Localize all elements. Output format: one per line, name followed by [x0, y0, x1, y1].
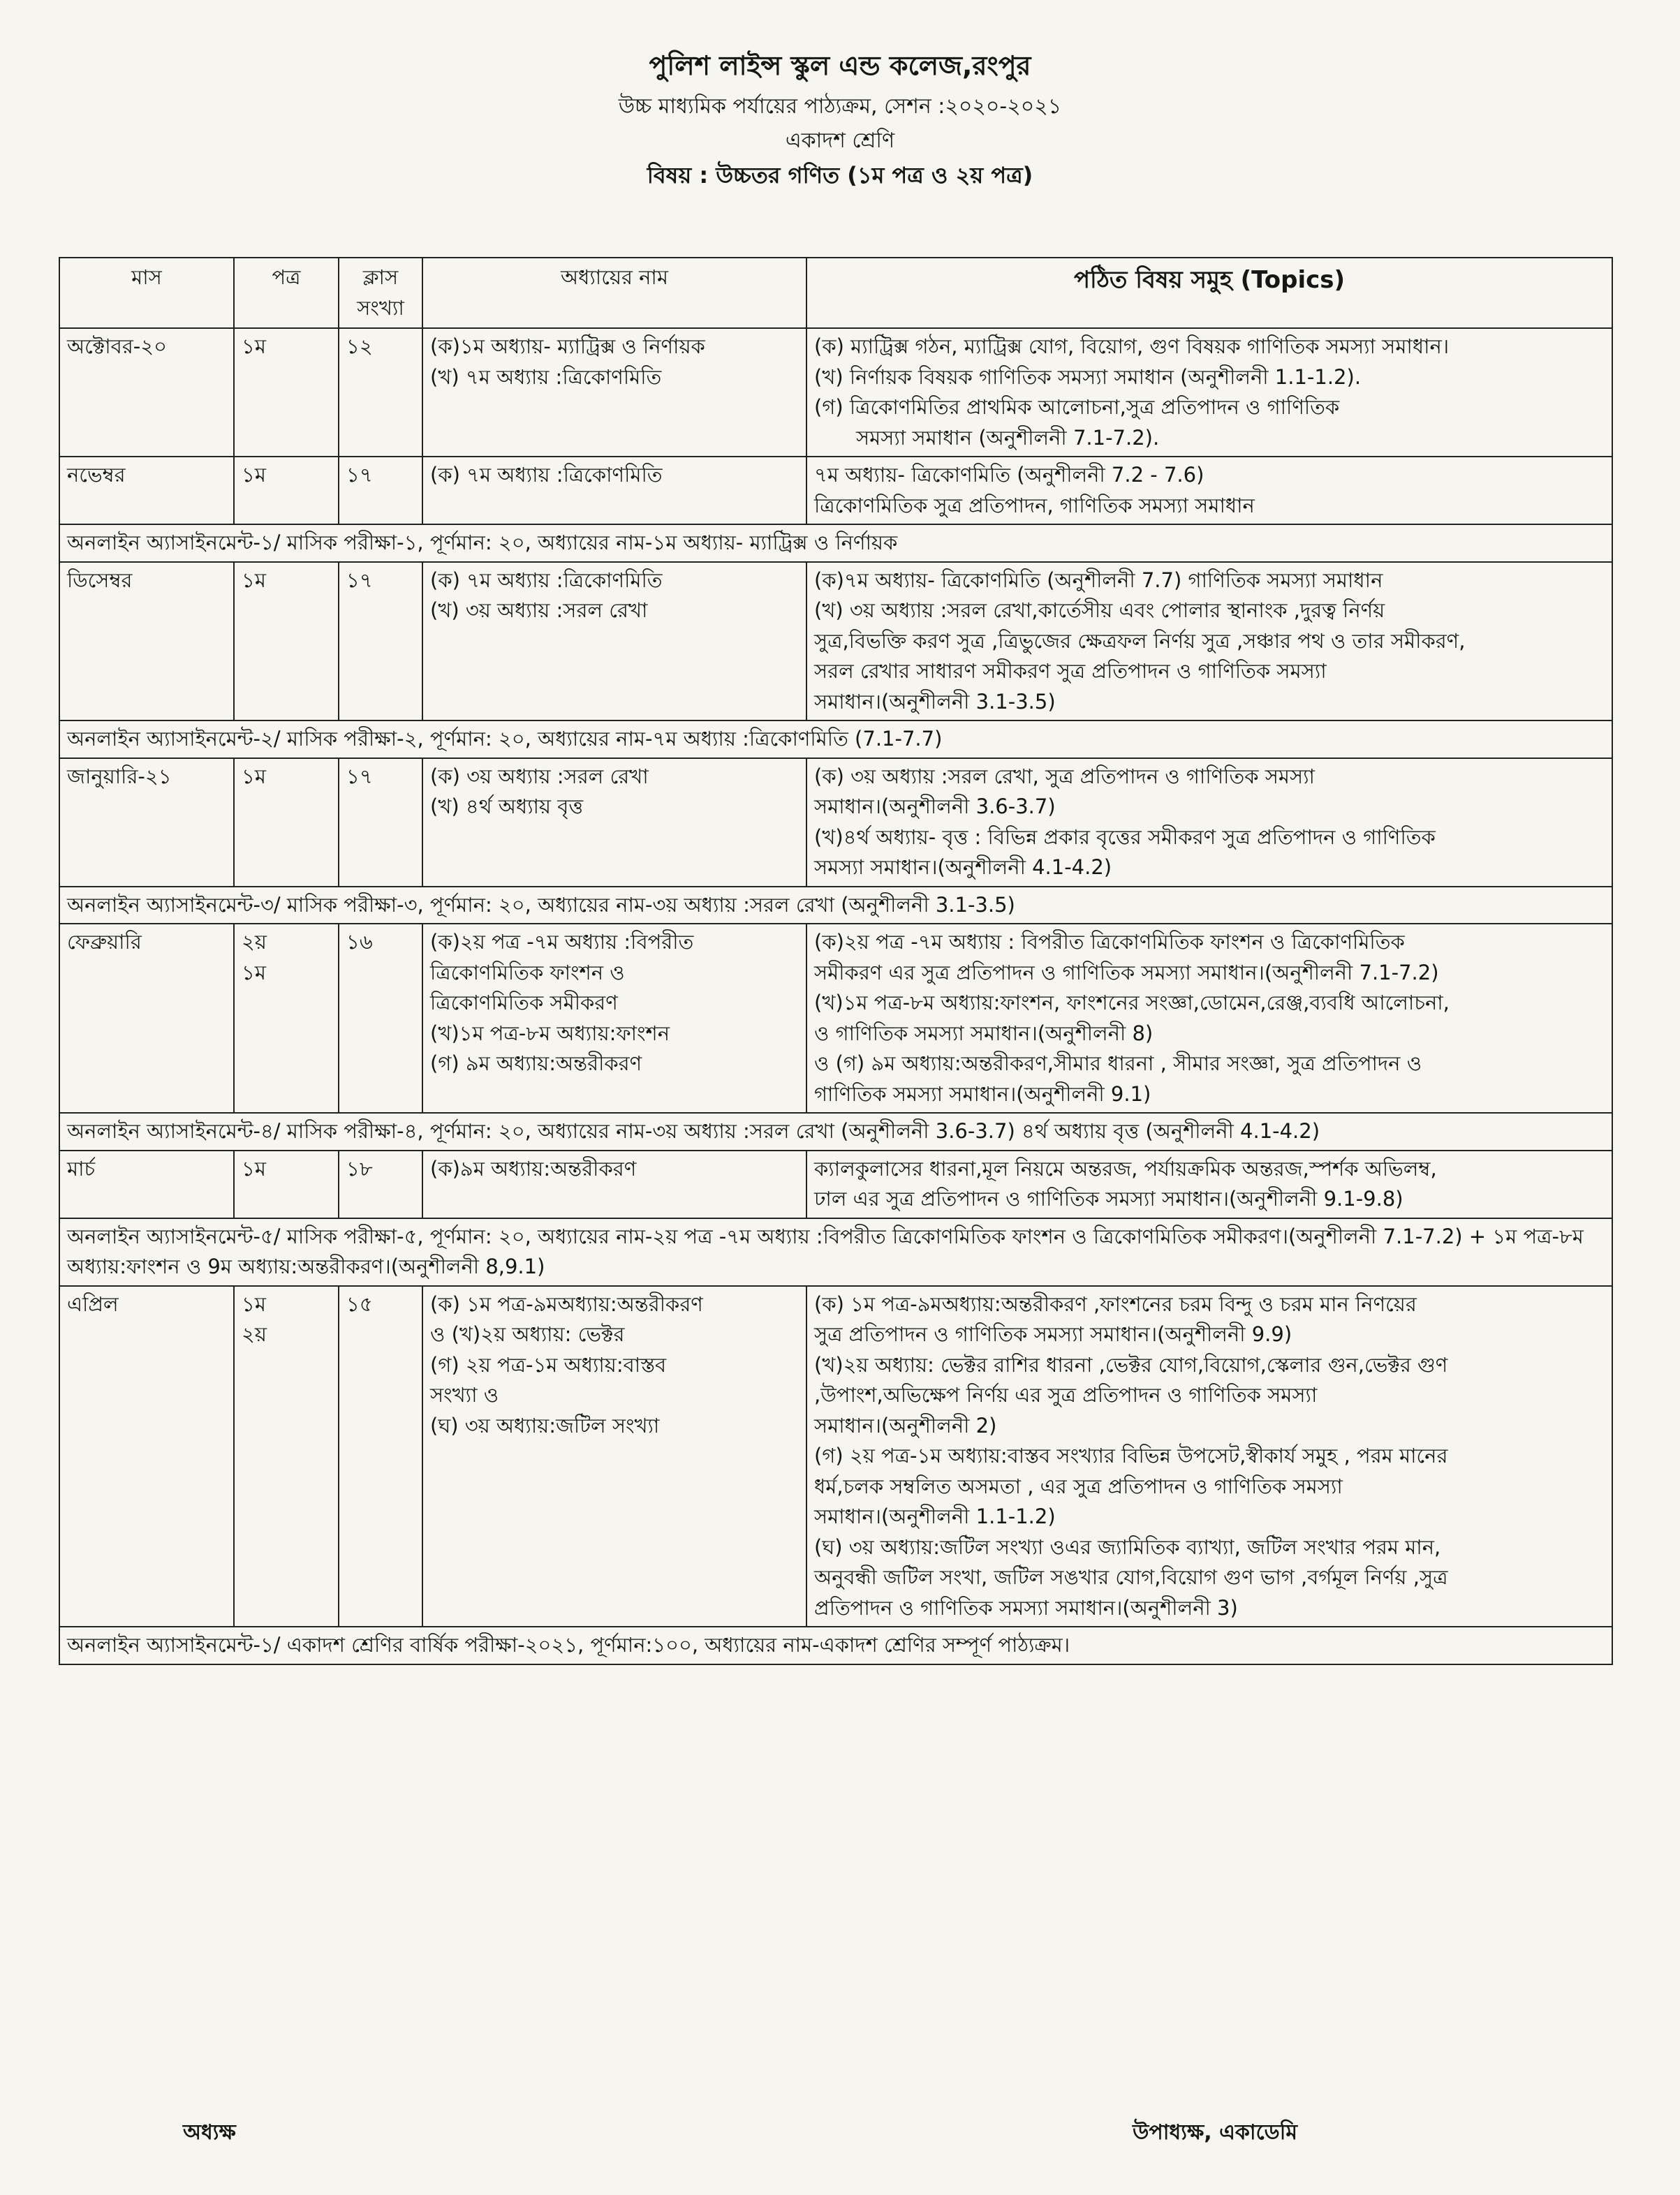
paper-cell: ১ম	[234, 562, 339, 721]
chapters-cell	[422, 562, 806, 721]
topic-line: সমস্যা সমাধান (অনুশীলনী 7.1-7.2).	[856, 425, 1160, 450]
assignment-text: অনলাইন অ্যাসাইনমেন্ট-২/ মাসিক পরীক্ষা-২, পূর্ণমান: ২০, অধ্যায়ের নাম-৭ম অধ্যায় :ত্রিকোণমিতি (7.1-7.7)	[59, 720, 1612, 758]
chapter-line: (খ) ৪র্থ অধ্যায় বৃত্ত	[430, 795, 584, 818]
class-count-cell: ১৭	[339, 562, 422, 721]
topic-line: সমীকরণ এর সুত্র প্রতিপাদন ও গাণিতিক সমস্যা সমাধান।(অনুশীলনী 7.1-7.2)	[814, 960, 1439, 984]
topic-line: অনুবন্ধী জটিল সংখা, জটিল সঙখার যোগ,বিয়োগ গুণ ভাগ ,বর্গমূল নির্ণয় ,সুত্র	[814, 1565, 1448, 1589]
assignment-row	[59, 720, 1612, 758]
topic-line: প্রতিপাদন ও গাণিতিক সমস্যা সমাধান।(অনুশীলনী 3)	[814, 1595, 1238, 1620]
header-month: মাস	[59, 258, 234, 328]
class-count-cell: ১৭	[339, 457, 422, 524]
topic-line: সুত্র,বিভক্তি করণ সুত্র ,ত্রিভুজের ক্ষেত্রফল নির্ণয় সুত্র ,সঞ্চার পথ ও তার সমীকরণ,	[814, 628, 1466, 653]
class-count-cell: ১৬	[339, 924, 422, 1113]
chapters-cell	[422, 457, 806, 524]
chapter-line: (ক) ১ম পত্র-৯মঅধ্যায়:অন্তরীকরণ	[430, 1292, 703, 1316]
month-cell: ডিসেম্বর	[59, 562, 234, 721]
month-cell: জানুয়ারি-২১	[59, 758, 234, 887]
month-cell: মার্চ	[59, 1151, 234, 1218]
topic-line: ৭ম অধ্যায়- ত্রিকোণমিতি (অনুশীলনী 7.2 - 7.6)	[814, 463, 1204, 487]
chapter-line: (খ) ৩য় অধ্যায় :সরল রেখা	[430, 598, 648, 622]
assignment-text: অনলাইন অ্যাসাইনমেন্ট-১/ একাদশ শ্রেণির বার্ষিক পরীক্ষা-২০২১, পূর্ণমান:১০০, অধ্যায়ের নাম-একাদশ শ্রেণির সম্পূর্ণ পাঠ্যক্রম।	[59, 1627, 1612, 1664]
chapter-line: (ক)১ম অধ্যায়- ম্যাট্রিক্স ও নির্ণায়ক	[430, 334, 705, 358]
class-count-cell: ১৮	[339, 1151, 422, 1218]
chapters-cell	[422, 328, 806, 457]
chapters-cell	[422, 758, 806, 887]
class-name: একাদশ শ্রেণি	[785, 128, 895, 154]
syllabus-table	[59, 257, 1613, 1665]
table-header-row	[59, 258, 1612, 328]
month-cell: এপ্রিল	[59, 1286, 234, 1627]
month-cell: নভেম্বর	[59, 457, 234, 524]
chapter-line: ত্রিকোণমিতিক সমীকরণ	[430, 991, 618, 1014]
topics-cell	[806, 562, 1612, 721]
assignment-row	[59, 1113, 1612, 1151]
curriculum-session: উচ্চ মাধ্যমিক পর্যায়ের পাঠ্যক্রম, সেশন :২০২০-২০২১	[618, 94, 1062, 119]
month-cell: অক্টোবর-২০	[59, 328, 234, 457]
class-count-cell: ১২	[339, 328, 422, 457]
topic-line: (খ) নির্ণায়ক বিষয়ক গাণিতিক সমস্যা সমাধান (অনুশীলনী 1.1-1.2).	[814, 364, 1362, 389]
topic-line: (ক) ১ম পত্র-৯মঅধ্যায়:অন্তরীকরণ ,ফাংশনের চরম বিন্দু ও চরম মান নিণয়ের	[814, 1292, 1417, 1316]
topics-cell	[806, 328, 1612, 457]
assignment-row	[59, 887, 1612, 924]
topic-line: (ঘ) ৩য় অধ্যায়:জটিল সংখ্যা ওএর জ্যামিতিক ব্যাখ্যা, জটিল সংখার পরম মান,	[814, 1535, 1441, 1559]
topic-line: সমাধান।(অনুশীলনী 3.1-3.5)	[814, 689, 1056, 714]
header-paper: পত্র	[234, 258, 339, 328]
assignment-text: অনলাইন অ্যাসাইনমেন্ট-৫/ মাসিক পরীক্ষা-৫, পূর্ণমান: ২০, অধ্যায়ের নাম-২য় পত্র -৭ম অধ্যায় :বিপরীত ত্রিকোণমিতিক ফাংশন ও ত্রিকোণমিতিক সমীকরণ।(অনুশীলনী 7.1-7.2) + ১ম পত্র-৮ম অধ্যায়:ফাংশন ও 9ম অধ্যায়:অন্তরীকরণ।(অনুশীলনী 8,9.1)	[59, 1218, 1612, 1286]
institution-name: পুলিশ লাইন্স স্কুল এন্ড কলেজ,রংপুর	[649, 50, 1031, 81]
table-body	[59, 328, 1612, 1664]
chapter-line: (খ)১ম পত্র-৮ম অধ্যায়:ফাংশন	[430, 1021, 670, 1045]
paper-cell: ১ম	[234, 328, 339, 457]
topic-line: ধর্ম,চলক সম্বলিত অসমতা , এর সুত্র প্রতিপাদন ও গাণিতিক সমস্যা	[814, 1474, 1343, 1498]
paper-cell: ২য় ১ম	[234, 924, 339, 1113]
chapter-line: (ঘ) ৩য় অধ্যায়:জটিল সংখ্যা	[430, 1413, 660, 1438]
topics-cell	[806, 457, 1612, 524]
topic-line: ক্যালকুলাসের ধারনা,মূল নিয়মে অন্তরজ, পর্যায়ক্রমিক অন্তরজ,স্পর্শক অভিলম্ব,	[814, 1156, 1437, 1181]
chapter-line: সংখ্যা ও	[430, 1383, 499, 1407]
chapter-line: (ক) ৭ম অধ্যায় :ত্রিকোণমিতি	[430, 568, 663, 592]
chapters-cell	[422, 1286, 806, 1627]
subject-title: বিষয় : উচ্চতর গণিত (১ম পত্র ও ২য় পত্র)	[647, 162, 1033, 189]
chapter-line: ও (খ)২য় অধ্যায়: ভেক্টর	[430, 1322, 625, 1346]
chapter-line: (ক) ৭ম অধ্যায় :ত্রিকোণমিতি	[430, 463, 663, 487]
chapter-line: (গ) ৯ম অধ্যায়:অন্তরীকরণ	[430, 1051, 642, 1075]
chapter-line: (ক) ৩য় অধ্যায় :সরল রেখা	[430, 764, 649, 788]
month-cell: ফেব্রুয়ারি	[59, 924, 234, 1113]
month-row	[59, 758, 1612, 887]
document-header	[0, 49, 1680, 191]
topic-line: সরল রেখার সাধারণ সমীকরণ সুত্র প্রতিপাদন ও গাণিতিক সমস্যা	[814, 659, 1327, 683]
topic-line: (ক) ৩য় অধ্যায় :সরল রেখা, সুত্র প্রতিপাদন ও গাণিতিক সমস্যা	[814, 764, 1315, 788]
chapters-cell	[422, 1151, 806, 1218]
class-count-cell: ১৭	[339, 758, 422, 887]
topic-line: ঢাল এর সুত্র প্রতিপাদন ও গাণিতিক সমস্যা সমাধান।(অনুশীলনী 9.1-9.8)	[814, 1187, 1403, 1211]
assignment-text: অনলাইন অ্যাসাইনমেন্ট-১/ মাসিক পরীক্ষা-১, পূর্ণমান: ২০, অধ্যায়ের নাম-১ম অধ্যায়- ম্যাট্রিক্স ও নির্ণায়ক	[59, 524, 1612, 562]
topic-line: সমাধান।(অনুশীলনী 1.1-1.2)	[814, 1505, 1056, 1528]
month-row	[59, 924, 1612, 1113]
header-classes: ক্লাস সংখ্যা	[339, 258, 422, 328]
topic-line: সমস্যা সমাধান।(অনুশীলনী 4.1-4.2)	[814, 855, 1112, 879]
class-count-cell: ১৫	[339, 1286, 422, 1627]
chapter-line: (খ) ৭ম অধ্যায় :ত্রিকোণমিতি	[430, 364, 662, 389]
paper-cell: ১ম ২য়	[234, 1286, 339, 1627]
topic-line: সুত্র প্রতিপাদন ও গাণিতিক সমস্যা সমাধান।(অনুশীলনী 9.9)	[814, 1322, 1292, 1346]
topic-line: (খ)৪র্থ অধ্যায়- বৃত্ত : বিভিন্ন প্রকার বৃত্তের সমীকরণ সুত্র প্রতিপাদন ও গাণিতিক	[814, 825, 1436, 849]
month-row	[59, 1151, 1612, 1218]
assignment-text: অনলাইন অ্যাসাইনমেন্ট-৩/ মাসিক পরীক্ষা-৩, পূর্ণমান: ২০, অধ্যায়ের নাম-৩য় অধ্যায় :সরল রেখা (অনুশীলনী 3.1-3.5)	[59, 887, 1612, 924]
chapter-line: (গ) ২য় পত্র-১ম অধ্যায়:বাস্তব	[430, 1352, 667, 1377]
header-chapters: অধ্যায়ের নাম	[422, 258, 806, 328]
topic-line: ও (গ) ৯ম অধ্যায়:অন্তরীকরণ,সীমার ধারনা , সীমার সংজ্ঞা, সুত্র প্রতিপাদন ও	[814, 1051, 1422, 1075]
chapter-line: (ক)২য় পত্র -৭ম অধ্যায় :বিপরীত	[430, 930, 694, 954]
month-row	[59, 328, 1612, 457]
vice-principal-signature-label: উপাধ্যক্ষ, একাডেমি	[1133, 2120, 1297, 2145]
topic-line: (গ) ২য় পত্র-১ম অধ্যায়:বাস্তব সংখ্যার বিভিন্ন উপসেট,স্বীকার্য সমুহ , পরম মানের	[814, 1444, 1448, 1468]
topic-line: সমাধান।(অনুশীলনী 2)	[814, 1413, 997, 1438]
topics-cell	[806, 758, 1612, 887]
topic-line: সমাধান।(অনুশীলনী 3.6-3.7)	[814, 795, 1056, 818]
header-topics: পঠিত বিষয় সমুহ (Topics)	[806, 258, 1612, 328]
chapter-line: (ক)৯ম অধ্যায়:অন্তরীকরণ	[430, 1156, 637, 1181]
chapters-cell	[422, 924, 806, 1113]
topic-line: ত্রিকোণমিতিক সুত্র প্রতিপাদন, গাণিতিক সমস্যা সমাধান	[814, 493, 1255, 517]
paper-cell: ১ম	[234, 457, 339, 524]
assignment-row	[59, 524, 1612, 562]
assignment-row	[59, 1627, 1612, 1664]
assignment-row	[59, 1218, 1612, 1286]
topic-line: (গ) ত্রিকোণমিতির প্রাথমিক আলোচনা,সুত্র প্রতিপাদন ও গাণিতিক	[814, 395, 1340, 419]
month-row	[59, 1286, 1612, 1627]
topic-line: ,উপাংশ,অভিক্ষেপ নির্ণয় এর সুত্র প্রতিপাদন ও গাণিতিক সমস্যা	[814, 1383, 1318, 1407]
paper-cell: ১ম	[234, 1151, 339, 1218]
chapter-line: ত্রিকোণমিতিক ফাংশন ও	[430, 960, 625, 984]
topic-line: (ক)৭ম অধ্যায়- ত্রিকোণমিতি (অনুশীলনী 7.7) গাণিতিক সমস্যা সমাধান	[814, 568, 1383, 592]
topic-line: (ক)২য় পত্র -৭ম অধ্যায় : বিপরীত ত্রিকোণমিতিক ফাংশন ও ত্রিকোণমিতিক	[814, 930, 1405, 954]
principal-signature-label: অধ্যক্ষ	[183, 2120, 236, 2145]
paper-cell: ১ম	[234, 758, 339, 887]
month-row	[59, 457, 1612, 524]
topic-line: ও গাণিতিক সমস্যা সমাধান।(অনুশীলনী 8)	[814, 1021, 1154, 1045]
topics-cell	[806, 1151, 1612, 1218]
topics-cell	[806, 924, 1612, 1113]
topics-cell	[806, 1286, 1612, 1627]
topic-line: (ক) ম্যাট্রিক্স গঠন, ম্যাট্রিক্স যোগ, বিয়োগ, গুণ বিষয়ক গাণিতিক সমস্যা সমাধান।	[814, 334, 1450, 358]
topic-line: (খ)১ম পত্র-৮ম অধ্যায়:ফাংশন, ফাংশনের সংজ্ঞা,ডোমেন,রেঞ্জ,ব্যবধি আলোচনা,	[814, 991, 1450, 1014]
month-row	[59, 562, 1612, 721]
topic-line: (খ)২য় অধ্যায়: ভেক্টর রাশির ধারনা ,ভেক্টর যোগ,বিয়োগ,স্কেলার গুন,ভেক্টর গুণ	[814, 1352, 1448, 1377]
topic-line: গাণিতিক সমস্যা সমাধান।(অনুশীলনী 9.1)	[814, 1081, 1151, 1106]
topic-line: (খ) ৩য় অধ্যায় :সরল রেখা,কার্তেসীয় এবং পোলার স্থানাংক ,দুরত্ব নির্ণয়	[814, 598, 1385, 622]
assignment-text: অনলাইন অ্যাসাইনমেন্ট-৪/ মাসিক পরীক্ষা-৪, পূর্ণমান: ২০, অধ্যায়ের নাম-৩য় অধ্যায় :সরল রেখা (অনুশীলনী 3.6-3.7) ৪র্থ অধ্যায় বৃত্ত (অনুশীলনী 4.1-4.2)	[59, 1113, 1612, 1151]
